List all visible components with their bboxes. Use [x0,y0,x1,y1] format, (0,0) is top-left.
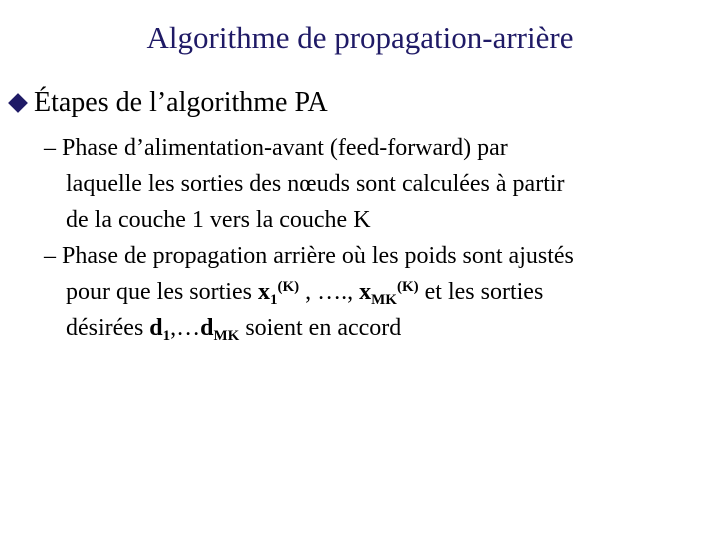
sub-item-line: – Phase de propagation arrière où les poids sont ajustés [44,243,574,269]
sub-item-line-desired [44,310,714,346]
text-fragment: et les sorties [418,279,544,305]
var-x1: $x_1^{(K)}$ [257,279,300,308]
text-fragment: ,… [170,315,201,341]
text-fragment: soient en accord [239,315,402,341]
sub-item-line: – Phase d’alimentation-avant (feed-forward) par [44,135,508,161]
var-xmk: $x_{MK}^{(K)}$ [359,279,419,308]
slide-title: Algorithme de propagation-arrière [146,20,574,55]
main-bullet [6,86,328,120]
sub-item-line-outputs [44,274,714,310]
text-fragment: , …., [299,279,360,305]
sub-item-backpropagation [44,238,714,346]
main-bullet-text: Étapes de l’algorithme PA [34,87,328,118]
sub-item-feed-forward [44,130,714,238]
sub-item-line: laquelle les sorties des nœuds sont calculées à partir [66,171,565,197]
var-dmk: $d_{MK}$ [200,315,240,344]
text-fragment: désirées [66,315,150,341]
var-d1: $d_1$ [149,315,171,344]
text-fragment: pour que les sorties [66,279,258,305]
sub-item-line: de la couche 1 vers la couche K [66,207,371,233]
diamond-bullet-icon [8,93,28,113]
